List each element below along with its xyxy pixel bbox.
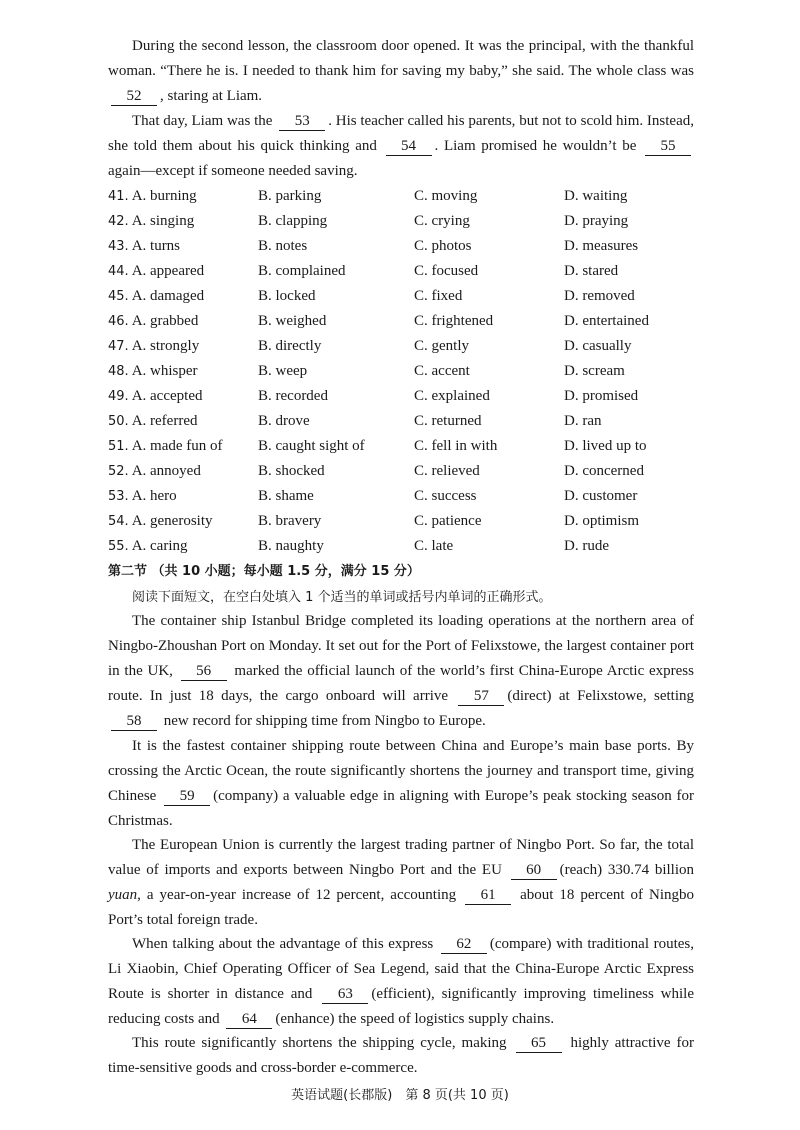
option-d: D. praying xyxy=(564,213,629,229)
option-d: D. waiting xyxy=(564,188,628,204)
text: . His teacher called his parents, but not to scold him. Instead, she told them about his quick thinking and xyxy=(108,113,695,154)
option-b: B. naughty xyxy=(258,538,324,554)
option-row xyxy=(108,434,694,459)
option-b: B. locked xyxy=(258,288,316,304)
option-c: C. photos xyxy=(414,238,472,254)
option-text: A. turns xyxy=(131,238,181,254)
option-row xyxy=(108,259,694,284)
option-b: B. weep xyxy=(258,363,308,379)
option-row xyxy=(108,309,694,334)
option-text: A. grabbed xyxy=(131,313,199,329)
passage-a-paragraph-1 xyxy=(108,34,694,109)
blank-63: 63 xyxy=(322,985,368,1004)
option-a xyxy=(108,263,258,280)
option-d: D. stared xyxy=(564,263,619,279)
text: (reach) 330.74 billion xyxy=(559,862,694,878)
question-number: 43. xyxy=(108,239,129,254)
question-number: 49. xyxy=(108,389,129,404)
option-row xyxy=(108,234,694,259)
option-d: D. lived up to xyxy=(564,438,647,454)
option-c: C. gently xyxy=(414,338,469,354)
option-c: C. success xyxy=(414,488,477,504)
option-a xyxy=(108,413,258,430)
blank-55: 55 xyxy=(645,137,691,156)
option-row xyxy=(108,409,694,434)
blank-61: 61 xyxy=(465,886,511,905)
option-text: A. whisper xyxy=(131,363,198,379)
passage-b-paragraph-4 xyxy=(108,932,694,1032)
text: When talking about the advantage of this express xyxy=(132,936,434,952)
blank-57: 57 xyxy=(458,687,504,706)
text: (direct) at Felixstowe, setting xyxy=(507,688,695,704)
options-list xyxy=(108,184,694,559)
option-row xyxy=(108,384,694,409)
option-text: A. caring xyxy=(131,538,188,554)
question-number: 44. xyxy=(108,264,129,279)
text-italic: yuan xyxy=(108,887,138,903)
question-number: 53. xyxy=(108,489,129,504)
option-c: C. fell in with xyxy=(414,438,498,454)
option-text: A. appeared xyxy=(131,263,205,279)
option-text: A. hero xyxy=(131,488,177,504)
option-d: D. casually xyxy=(564,338,632,354)
text: about 18 percent of Ningbo Port’s total foreign trade. xyxy=(108,887,695,928)
option-row xyxy=(108,284,694,309)
option-row xyxy=(108,459,694,484)
option-d: D. measures xyxy=(564,238,639,254)
option-text: A. damaged xyxy=(131,288,205,304)
option-text: A. singing xyxy=(131,213,195,229)
blank-52: 52 xyxy=(111,87,157,106)
text: (company) a valuable edge in aligning with Europe’s peak stocking season for Christmas. xyxy=(108,788,695,829)
option-b: B. recorded xyxy=(258,388,328,404)
option-a xyxy=(108,288,258,305)
option-d: D. ran xyxy=(564,413,602,429)
option-a xyxy=(108,213,258,230)
text: highly attractive for time-sensitive goods and cross-border e-commerce. xyxy=(108,1035,695,1076)
option-d: D. optimism xyxy=(564,513,640,529)
text: That day, Liam was the xyxy=(132,113,273,129)
option-a xyxy=(108,363,258,380)
section-2-instruction: 阅读下面短文，在空白处填入 1 个适当的单词或括号内单词的正确形式。 xyxy=(132,590,552,605)
text: . Liam promised he wouldn’t be xyxy=(434,138,637,154)
question-number: 41. xyxy=(108,189,129,204)
option-a xyxy=(108,538,258,555)
option-a xyxy=(108,238,258,255)
option-c: C. explained xyxy=(414,388,490,404)
question-number: 51. xyxy=(108,439,129,454)
question-number: 55. xyxy=(108,539,129,554)
text: (efficient), significantly improving timeliness while reducing costs and xyxy=(108,986,694,1027)
passage-b-paragraph-1 xyxy=(108,609,694,734)
passage-a-paragraph-2 xyxy=(108,109,694,184)
passage-b-paragraph-3 xyxy=(108,833,694,933)
option-a xyxy=(108,488,258,505)
option-d: D. customer xyxy=(564,488,638,504)
section-2-heading: 第二节 （共 10 小题；每小题 1.5 分，满分 15 分） xyxy=(108,564,420,579)
option-text: A. accepted xyxy=(131,388,203,404)
blank-65: 65 xyxy=(516,1034,562,1053)
option-a xyxy=(108,463,258,480)
text: new record for shipping time from Ningbo to Europe. xyxy=(163,713,486,729)
passage-b-paragraph-5 xyxy=(108,1031,694,1081)
option-b: B. caught sight of xyxy=(258,438,365,454)
option-c: C. late xyxy=(414,538,454,554)
option-d: D. rude xyxy=(564,538,609,554)
text: The European Union is currently the largest trading partner of Ningbo Port. So far, the total value of imports and exports between Ningbo Port and the EU xyxy=(108,837,694,878)
text: marked the official launch of the world’s first China-Europe Arctic express route. In just 18 days, the cargo onboard will arrive xyxy=(108,663,694,704)
option-b: B. bravery xyxy=(258,513,322,529)
option-a xyxy=(108,388,258,405)
option-c: C. focused xyxy=(414,263,479,279)
question-number: 47. xyxy=(108,339,129,354)
blank-64: 64 xyxy=(226,1010,272,1029)
option-d: D. removed xyxy=(564,288,635,304)
text: This route significantly shortens the shipping cycle, making xyxy=(132,1035,507,1051)
option-row xyxy=(108,359,694,384)
text: It is the fastest container shipping route between China and Europe’s main base ports. By crossing the Arctic Ocean, the route significantly shortens the journey and transport time, giving Chinese xyxy=(108,738,694,804)
option-d: D. promised xyxy=(564,388,639,404)
text: (enhance) the speed of logistics supply chains. xyxy=(275,1011,555,1027)
question-number: 46. xyxy=(108,314,129,329)
blank-60: 60 xyxy=(511,861,557,880)
option-a xyxy=(108,188,258,205)
option-b: B. directly xyxy=(258,338,322,354)
option-b: B. shocked xyxy=(258,463,325,479)
option-d: D. concerned xyxy=(564,463,644,479)
option-b: B. shame xyxy=(258,488,314,504)
option-c: C. relieved xyxy=(414,463,480,479)
text: (compare) with traditional routes, Li Xiaobin, Chief Operating Officer of Sea Legend, said that the China-Europe Arctic Express Route is shorter in distance and xyxy=(108,936,695,1002)
option-row xyxy=(108,534,694,559)
option-row xyxy=(108,509,694,534)
text: , staring at Liam. xyxy=(160,88,263,104)
option-row xyxy=(108,334,694,359)
blank-56: 56 xyxy=(181,662,227,681)
option-b: B. weighed xyxy=(258,313,327,329)
text: During the second lesson, the classroom door opened. It was the principal, with the thankful woman. “There he is. I needed to thank him for saving my baby,” she said. The whole class was xyxy=(108,38,694,79)
page-footer: 英语试题(长郡版) 第 8 页(共 10 页) xyxy=(291,1088,509,1103)
option-b: B. clapping xyxy=(258,213,328,229)
option-row xyxy=(108,209,694,234)
question-number: 45. xyxy=(108,289,129,304)
passage-b-paragraph-2 xyxy=(108,734,694,834)
option-c: C. accent xyxy=(414,363,470,379)
option-text: A. made fun of xyxy=(131,438,223,454)
question-number: 42. xyxy=(108,214,129,229)
text: again—except if someone needed saving. xyxy=(108,163,358,179)
option-text: A. generosity xyxy=(131,513,213,529)
option-c: C. moving xyxy=(414,188,478,204)
blank-54: 54 xyxy=(386,137,432,156)
option-b: B. complained xyxy=(258,263,346,279)
option-c: C. patience xyxy=(414,513,482,529)
option-a xyxy=(108,338,258,355)
option-c: C. returned xyxy=(414,413,482,429)
option-text: A. annoyed xyxy=(131,463,201,479)
option-text: A. strongly xyxy=(131,338,200,354)
text: , a year-on-year increase of 12 percent, accounting xyxy=(137,887,457,903)
option-b: B. parking xyxy=(258,188,322,204)
option-text: A. burning xyxy=(131,188,197,204)
blank-58: 58 xyxy=(111,712,157,731)
option-d: D. scream xyxy=(564,363,625,379)
option-row xyxy=(108,184,694,209)
option-a xyxy=(108,513,258,530)
option-a xyxy=(108,313,258,330)
question-number: 50. xyxy=(108,414,129,429)
blank-62: 62 xyxy=(441,935,487,954)
option-c: C. fixed xyxy=(414,288,463,304)
option-row xyxy=(108,484,694,509)
option-text: A. referred xyxy=(131,413,198,429)
text: The container ship Istanbul Bridge completed its loading operations at the northern area of Ningbo-Zhoushan Port on Monday. It set out for the Port of Felixstowe, the largest container port in the UK, xyxy=(108,613,694,679)
blank-53: 53 xyxy=(279,112,325,131)
option-c: C. frightened xyxy=(414,313,494,329)
option-d: D. entertained xyxy=(564,313,649,329)
option-c: C. crying xyxy=(414,213,470,229)
option-a xyxy=(108,438,258,455)
question-number: 48. xyxy=(108,364,129,379)
option-b: B. notes xyxy=(258,238,308,254)
blank-59: 59 xyxy=(164,787,210,806)
question-number: 54. xyxy=(108,514,129,529)
question-number: 52. xyxy=(108,464,129,479)
option-b: B. drove xyxy=(258,413,310,429)
